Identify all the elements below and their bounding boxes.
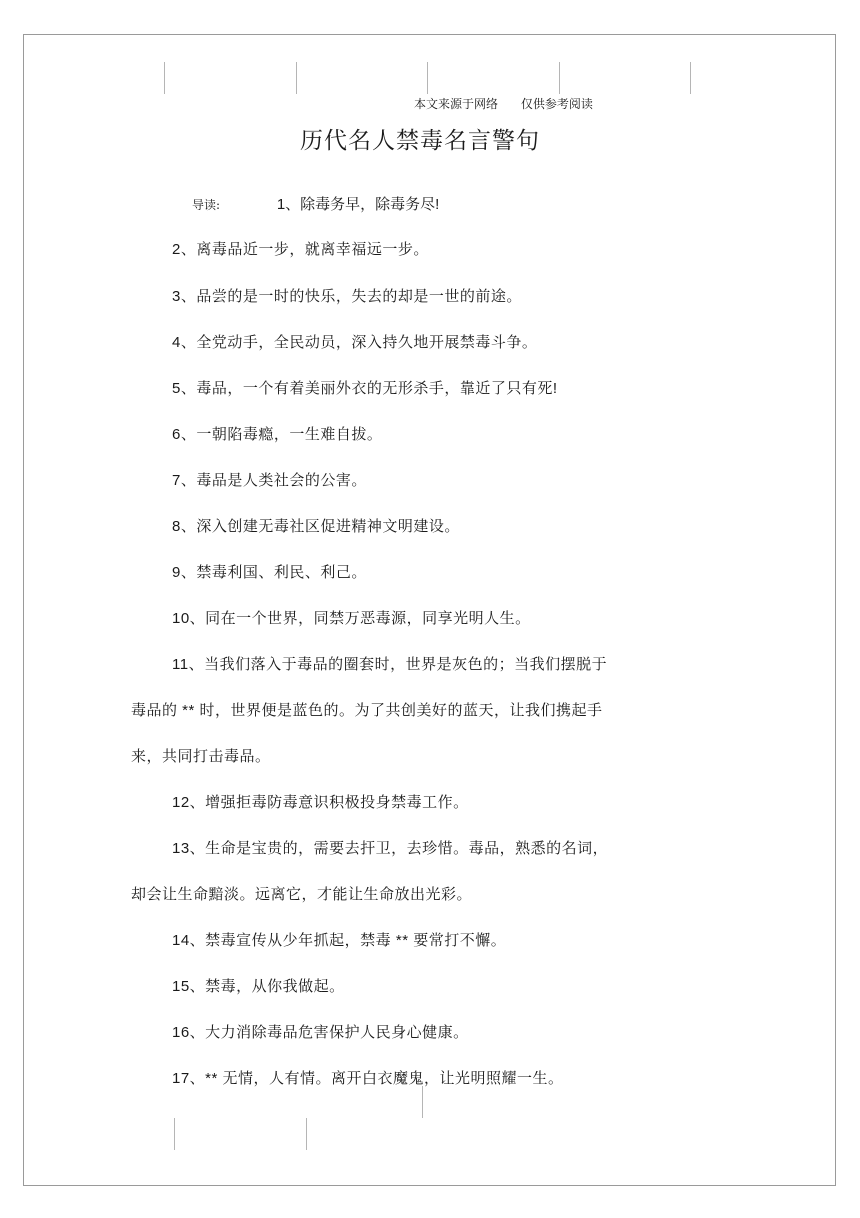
quote-item-2: 2、离毒品近一步，就离幸福远一步。	[172, 241, 429, 258]
quote-item-7: 7、毒品是人类社会的公害。	[172, 472, 367, 489]
crop-mark	[306, 1118, 307, 1150]
quote-item-16: 16、大力消除毒品危害保护人民身心健康。	[172, 1024, 469, 1041]
intro-lead: 导读:	[192, 198, 221, 212]
document-title: 历代名人禁毒名言警句	[300, 128, 540, 154]
crop-mark	[296, 62, 297, 94]
quote-item-14: 14、禁毒宣传从少年抓起，禁毒 ** 要常打不懈。	[172, 932, 507, 949]
intro-line	[192, 193, 439, 214]
source-note: 本文来源于网络 仅供参考阅读	[414, 97, 593, 111]
quote-item-11-cont: 毒品的 ** 时，世界便是蓝色的。为了共创美好的蓝天，让我们携起手	[131, 702, 603, 719]
quote-item-11: 11、当我们落入于毒品的圈套时，世界是灰色的；当我们摆脱于	[172, 656, 608, 673]
crop-mark	[174, 1118, 175, 1150]
quote-item-4: 4、全党动手，全民动员，深入持久地开展禁毒斗争。	[172, 334, 538, 351]
quote-item-3: 3、品尝的是一时的快乐，失去的却是一世的前途。	[172, 288, 522, 305]
quote-item-11-cont: 来，共同打击毒品。	[131, 748, 271, 765]
crop-mark	[422, 1086, 423, 1118]
crop-mark	[690, 62, 691, 94]
quote-item-13-cont: 却会让生命黯淡。远离它，才能让生命放出光彩。	[131, 886, 473, 903]
quote-item-6: 6、一朝陷毒瘾，一生难自拔。	[172, 426, 383, 443]
crop-mark	[559, 62, 560, 94]
quote-item-17: 17、** 无情，人有情。离开白衣魔鬼，让光明照耀一生。	[172, 1070, 564, 1087]
quote-item-8: 8、深入创建无毒社区促进精神文明建设。	[172, 518, 460, 535]
crop-mark	[164, 62, 165, 94]
quote-item-5: 5、毒品，一个有着美丽外衣的无形杀手，靠近了只有死!	[172, 380, 558, 397]
quote-item-15: 15、禁毒，从你我做起。	[172, 978, 345, 995]
quote-item-12: 12、增强拒毒防毒意识积极投身禁毒工作。	[172, 794, 469, 811]
quote-item-10: 10、同在一个世界，同禁万恶毒源，同享光明人生。	[172, 610, 531, 627]
quote-item-13: 13、生命是宝贵的，需要去扞卫，去珍惜。毒品，熟悉的名词，	[172, 840, 609, 857]
quote-item-9: 9、禁毒利国、利民、利己。	[172, 564, 367, 581]
crop-mark	[427, 62, 428, 94]
quote-item-1: 1、除毒务早，除毒务尽!	[276, 196, 440, 213]
